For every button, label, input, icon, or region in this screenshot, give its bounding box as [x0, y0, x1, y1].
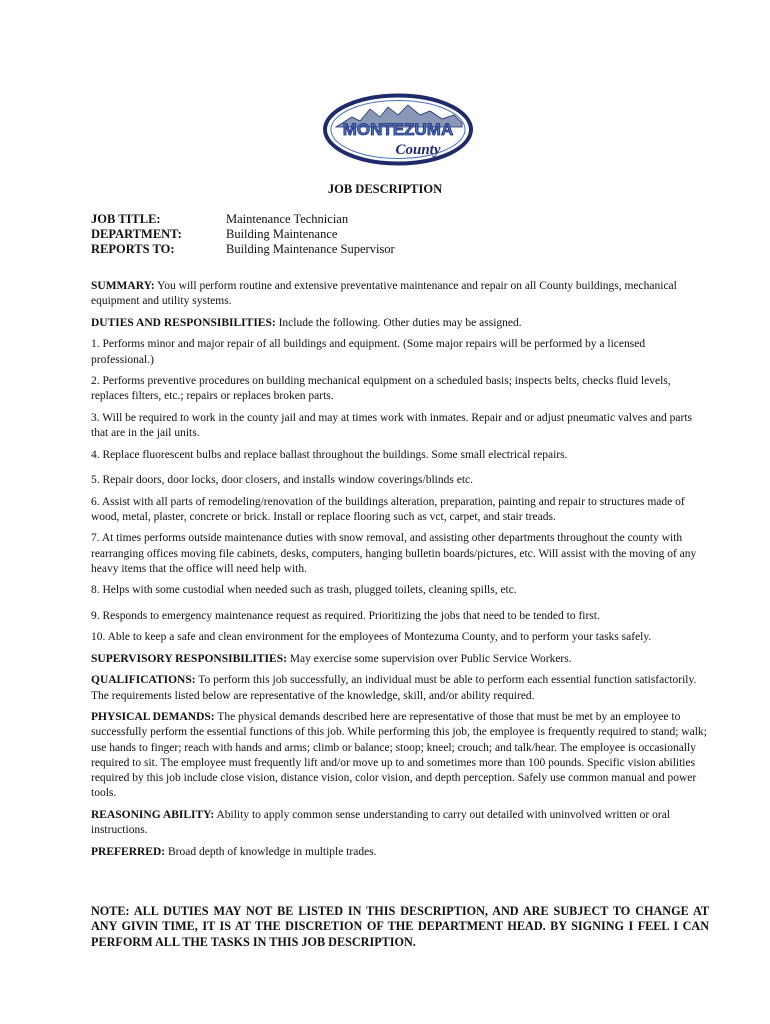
- duty-item: 5. Repair doors, door locks, door closers, and installs window coverings/blinds etc.: [91, 473, 473, 486]
- montezuma-county-logo: [322, 93, 474, 166]
- duty-item: 3. Will be required to work in the county jail and may at times work with inmates. Repair and or adjust pneumatic valves and parts that are in the jail units.: [91, 411, 693, 440]
- supervisory-section: [91, 652, 709, 667]
- section-label: DUTIES AND RESPONSIBILITIES:: [91, 316, 276, 329]
- section-text: Ability to apply common sense understanding to carry out detailed with uninvolved written or oral instructions.: [91, 808, 671, 836]
- meta-value: Building Maintenance Supervisor: [226, 242, 395, 256]
- logo-subtitle: County: [395, 142, 441, 158]
- section-label: PREFERRED:: [91, 845, 166, 858]
- duty-item: 9. Responds to emergency maintenance request as required. Prioritizing the jobs that need to be tended to first.: [91, 609, 600, 622]
- job-meta: [91, 212, 395, 257]
- preferred-section: [91, 845, 709, 860]
- duty-item: 2. Performs preventive procedures on building mechanical equipment on a scheduled basis; inspects belts, checks fluid levels, replaces filters, etc.; repairs or replaces broken parts.: [91, 375, 671, 403]
- duty-item: 6. Assist with all parts of remodeling/renovation of the buildings alteration, preparation, painting and repair to structures made of wood, metal, plaster, concrete or brick. Install or replace flooring such as vct, carpet, and stair treads.: [91, 495, 685, 523]
- section-text: Broad depth of knowledge in multiple trades.: [165, 845, 377, 858]
- section-text: May exercise some supervision over Public Service Workers.: [286, 652, 572, 665]
- meta-value: Maintenance Technician: [226, 212, 349, 226]
- meta-row-department: [91, 227, 395, 242]
- section-text: You will perform routine and extensive preventative maintenance and repair on all County buildings, mechanical equipment and utility systems.: [91, 280, 677, 308]
- duties-section: [91, 316, 709, 331]
- meta-label: REPORTS TO:: [91, 242, 175, 256]
- section-label: PHYSICAL DEMANDS:: [91, 711, 215, 724]
- duty-item: 4. Replace fluorescent bulbs and replace ballast throughout the buildings. Some small electrical repairs.: [91, 448, 568, 461]
- duty-item: 7. At times performs outside maintenance duties with snow removal, and assisting other departments throughout the county with rearranging offices moving file cabinets, desks, computers, hanging bulletin boards/pictures, etc. Will assist with the moving of any heavy items that the office will need help with.: [91, 532, 697, 575]
- duty-item: 10. Able to keep a safe and clean environment for the employees of Montezuma County, and to perform your tasks safely.: [91, 631, 652, 644]
- duty-item: 1. Performs minor and major repair of all buildings and equipment. (Some major repairs will be performed by a licensed professional.): [91, 338, 646, 366]
- qualifications-section: [91, 673, 709, 703]
- section-text: To perform this job successfully, an individual must be able to perform each essential function satisfactorily. The requirements listed below are representative of the knowledge, skill, and/or ability required.: [91, 674, 697, 702]
- meta-row-job-title: [91, 212, 395, 227]
- section-label: REASONING ABILITY:: [91, 808, 215, 821]
- meta-label: DEPARTMENT:: [91, 227, 182, 241]
- logo-wordmark: MONTEZUMA: [342, 120, 454, 139]
- section-text: Include the following. Other duties may be assigned.: [275, 316, 522, 329]
- summary-section: [91, 279, 709, 309]
- meta-label: JOB TITLE:: [91, 212, 161, 226]
- meta-row-reports-to: [91, 242, 395, 257]
- physical-demands-section: [91, 710, 709, 801]
- section-label: SUPERVISORY RESPONSIBILITIES:: [91, 652, 287, 665]
- signature-notice: NOTE: ALL DUTIES MAY NOT BE LISTED IN THIS DESCRIPTION, AND ARE SUBJECT TO CHANGE AT ANY GIVIN TIME, IT IS AT THE DISCRETION OF THE DEPARTMENT HEAD. BY SIGNING I FEEL I CAN PERFORM ALL THE TASKS IN THIS JOB DESCRIPTION.: [91, 904, 709, 949]
- document-body: [91, 279, 709, 866]
- meta-value: Building Maintenance: [226, 227, 338, 241]
- section-text: The physical demands described here are representative of those that must be met by an employee to successfully perform the essential functions of this job. While performing this job, the employee is frequently required to stand; walk; use hands to finger; reach with hands and arms; climb or balance; stoop; kneel; crouch; and talk/hear. The employee is occasionally required to sit. The employee must frequently lift and/or move up to and sometimes more than 100 pounds. Specific vision abilities required by this job include close vision, distance vision, color vision, and depth perception. Safely use common manual and power tools.: [91, 711, 707, 800]
- page-title: JOB DESCRIPTION: [327, 182, 443, 196]
- section-label: QUALIFICATIONS:: [91, 674, 196, 687]
- duty-item: 8. Helps with some custodial when needed such as trash, plugged toilets, cleaning spills, etc.: [91, 584, 517, 597]
- section-label: SUMMARY:: [91, 280, 155, 292]
- reasoning-section: [91, 808, 709, 838]
